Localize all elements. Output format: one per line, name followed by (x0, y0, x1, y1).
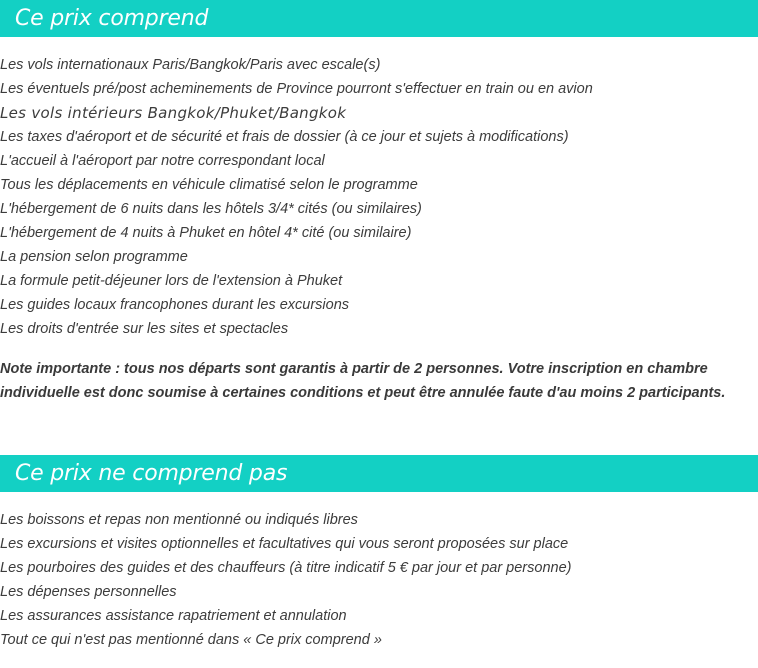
included-list (0, 53, 593, 341)
included-item: Les taxes d'aéroport et de sécurité et frais de dossier (à ce jour et sujets à modifications) (0, 129, 569, 145)
excluded-title: Ce prix ne comprend pas (15, 461, 288, 486)
included-item: L'hébergement de 6 nuits dans les hôtels 3/4* cités (ou similaires) (0, 201, 422, 217)
included-item: La formule petit-déjeuner lors de l'extension à Phuket (0, 273, 343, 289)
excluded-list (0, 508, 571, 652)
excluded-item: Les assurances assistance rapatriement et annulation (0, 608, 347, 624)
included-item: L'hébergement de 4 nuits à Phuket en hôtel 4* cité (ou similaire) (0, 225, 412, 241)
excluded-header (0, 455, 758, 492)
excluded-item: Les excursions et visites optionnelles et facultatives qui vous seront proposées sur place (0, 536, 569, 552)
included-header (0, 0, 758, 37)
included-item: Les guides locaux francophones durant les excursions (0, 297, 350, 313)
included-item: Les vols intérieurs Bangkok/Phuket/Bangkok (0, 104, 347, 122)
included-item: La pension selon programme (0, 249, 188, 265)
important-note: Note importante : tous nos départs sont garantis à partir de 2 personnes. Votre inscription en chambre individuelle est donc soumise à certaines conditions et peut être annulée faute d'au moins 2 participants. (0, 361, 726, 401)
included-item: Les droits d'entrée sur les sites et spectacles (0, 321, 289, 337)
excluded-item: Les dépenses personnelles (0, 584, 177, 600)
included-title: Ce prix comprend (15, 6, 209, 31)
excluded-item: Les pourboires des guides et des chauffeurs (à titre indicatif 5 € par jour et par personne) (0, 560, 572, 576)
excluded-item: Tout ce qui n'est pas mentionné dans « Ce prix comprend » (0, 632, 382, 648)
excluded-item: Les boissons et repas non mentionné ou indiqués libres (0, 512, 358, 528)
included-item: Les éventuels pré/post acheminements de Province pourront s'effectuer en train ou en avion (0, 81, 593, 97)
included-item: L'accueil à l'aéroport par notre correspondant local (0, 153, 325, 169)
included-item: Tous les déplacements en véhicule climatisé selon le programme (0, 177, 418, 193)
included-item: Les vols internationaux Paris/Bangkok/Paris avec escale(s) (0, 57, 381, 73)
